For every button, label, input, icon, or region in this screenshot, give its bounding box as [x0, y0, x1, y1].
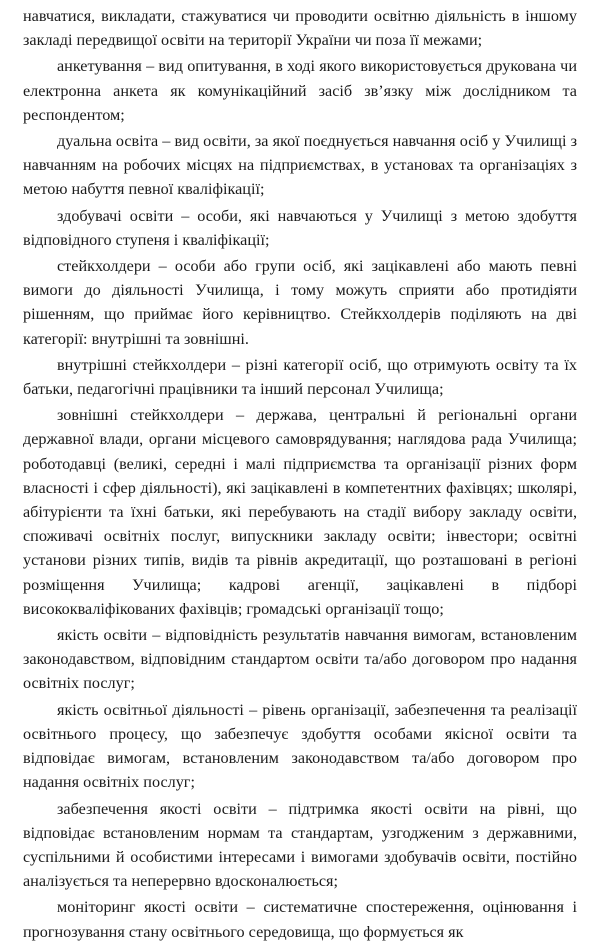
- paragraph-monitorynh-yakosti: моніторинг якості освіти – систематичне спостереження, оцінювання і прогнозування стану освітнього середовища, що формується як: [23, 898, 577, 941]
- paragraph-yakist-osvitnoi-diialnosti: якість освітньої діяльності – рівень організації, забезпечення та реалізації освітнього процесу, що забезпечує здобуття особами якісної освіти та відповідає вимогам, встановленим законодавством та/або договором про надання освітніх послуг;: [23, 700, 577, 792]
- paragraph-steikkholdery: стейкхолдери – особи або групи осіб, які зацікавлені або мають певні вимоги до діяльності Училища, і тому можуть сприяти або протидіяти рішенням, що приймає його керівництво. Стейкхолдерів поділяють на дві категорії: внутрішні та зовнішні.: [23, 257, 577, 348]
- paragraph-zabezpechennia-yakosti: забезпечення якості освіти – підтримка якості освіти на рівні, що відповідає встановленим нормам та стандартам, узгодженим з державними, суспільними й особистими інтересами і вимогами здобувачів освіти, постійно аналізується та неперервно вдосконалюється;: [23, 799, 577, 891]
- paragraph-zdobuvachi-osvity: здобувачі освіти – особи, які навчаються у Училищі з метою здобуття відповідного ступеня і кваліфікації;: [23, 206, 577, 249]
- paragraph-vnutrishni-steikkholdery: внутрішні стейкхолдери – різні категорії осіб, що отримують освіту та їх батьки, педагогічні працівники та інший персонал Училища;: [23, 355, 577, 399]
- paragraph-anketuvannia: анкетування – вид опитування, в ході якого використовується друкована чи електронна анкета як комунікаційний засіб зв’язку між дослідником та респондентом;: [23, 57, 577, 124]
- paragraph-yakist-osvity: якість освіти – відповідність результатів навчання вимогам, встановленим законодавством, відповідним стандартом освіти та/або договором про надання освітніх послуг;: [23, 626, 577, 693]
- paragraph-dualna-osvita: дуальна освіта – вид освіти, за якої поєднується навчання осіб у Училищі з навчанням на робочих місцях на підприємствах, в установах та організаціях з метою набуття певної кваліфікації;: [23, 132, 577, 199]
- paragraph-zovnishni-steikkholdery: зовнішні стейкхолдери – держава, центральні й регіональні органи державної влади, органи місцевого самоврядування; наглядова рада Училища; роботодавці (великі, середні і малі підприємства та організації різних форм власності і сфер діяльності), які зацікавлені в компетентних фахівцях; школярі, абітурієнти та їхні батьки, які перебувають на стадії вибору закладу освіти, споживачі освітніх послуг, випускники закладу освіти; інвестори; освітні установи різних типів, видів та рівнів акредитації, що розташовані в регіоні розміщення Училища; кадрові агенції, зацікавлені в підборі висококваліфікованих фахівців; громадські організації тощо;: [23, 406, 577, 618]
- paragraph-continuation: навчатися, викладати, стажуватися чи проводити освітню діяльність в іншому закладі передвищої освіти на території України чи поза її межами;: [23, 7, 577, 50]
